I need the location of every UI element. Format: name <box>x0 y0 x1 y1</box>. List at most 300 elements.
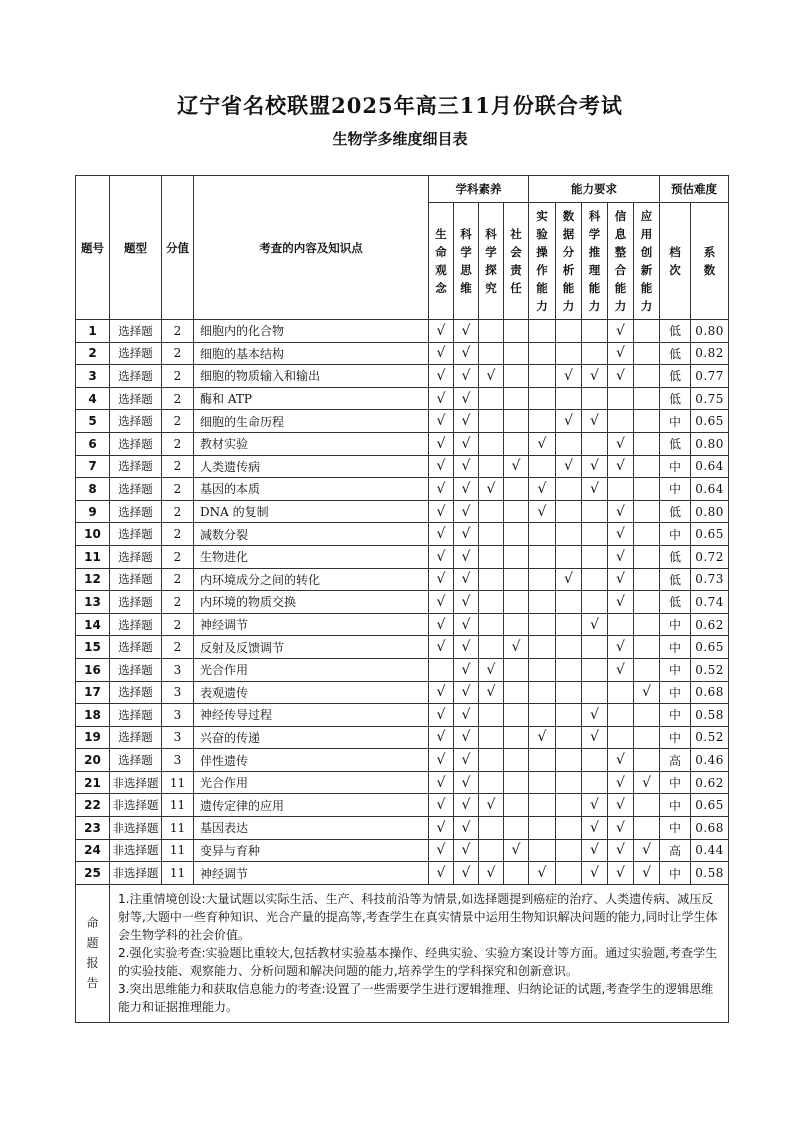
difficulty-level: 中 <box>660 704 691 727</box>
difficulty-coefficient: 0.80 <box>691 320 729 343</box>
question-topic: 减数分裂 <box>194 523 429 546</box>
check-mark: √ <box>608 432 634 455</box>
empty-cell <box>634 568 660 591</box>
empty-cell <box>479 432 504 455</box>
empty-cell <box>556 320 582 343</box>
difficulty-coefficient: 0.52 <box>691 726 729 749</box>
question-type: 选择题 <box>110 410 162 433</box>
empty-cell <box>529 817 556 840</box>
question-type: 选择题 <box>110 726 162 749</box>
empty-cell <box>529 636 556 659</box>
empty-cell <box>479 320 504 343</box>
empty-cell <box>504 794 529 817</box>
question-type: 选择题 <box>110 636 162 659</box>
difficulty-coefficient: 0.80 <box>691 432 729 455</box>
question-score: 2 <box>162 432 194 455</box>
question-topic: 基因表达 <box>194 817 429 840</box>
empty-cell <box>529 613 556 636</box>
question-number: 9 <box>76 500 110 523</box>
question-type: 选择题 <box>110 432 162 455</box>
difficulty-level: 中 <box>660 771 691 794</box>
empty-cell <box>634 726 660 749</box>
empty-cell <box>634 320 660 343</box>
empty-cell <box>556 500 582 523</box>
check-mark: √ <box>556 365 582 388</box>
empty-cell <box>634 478 660 501</box>
check-mark: √ <box>582 613 608 636</box>
check-mark: √ <box>454 613 479 636</box>
empty-cell <box>479 568 504 591</box>
question-score: 2 <box>162 320 194 343</box>
check-mark: √ <box>454 726 479 749</box>
check-mark: √ <box>479 365 504 388</box>
difficulty-level: 中 <box>660 817 691 840</box>
check-mark: √ <box>454 342 479 365</box>
empty-cell <box>556 862 582 885</box>
question-type: 选择题 <box>110 613 162 636</box>
empty-cell <box>634 658 660 681</box>
check-mark: √ <box>608 320 634 343</box>
check-mark: √ <box>504 636 529 659</box>
check-mark: √ <box>634 681 660 704</box>
empty-cell <box>529 568 556 591</box>
report-body <box>110 884 729 1022</box>
empty-cell <box>556 387 582 410</box>
question-score: 2 <box>162 387 194 410</box>
empty-cell <box>556 636 582 659</box>
table-row <box>76 726 729 749</box>
check-mark: √ <box>429 839 454 862</box>
empty-cell <box>529 455 556 478</box>
empty-cell <box>479 545 504 568</box>
check-mark: √ <box>582 839 608 862</box>
difficulty-coefficient: 0.75 <box>691 387 729 410</box>
question-number: 12 <box>76 568 110 591</box>
question-type: 非选择题 <box>110 862 162 885</box>
difficulty-level: 低 <box>660 568 691 591</box>
question-number: 16 <box>76 658 110 681</box>
question-number: 6 <box>76 432 110 455</box>
empty-cell <box>556 681 582 704</box>
table-row <box>76 839 729 862</box>
question-type: 选择题 <box>110 478 162 501</box>
header-coefficient: 系 数 <box>691 203 729 320</box>
check-mark: √ <box>504 455 529 478</box>
check-mark: √ <box>479 681 504 704</box>
difficulty-coefficient: 0.73 <box>691 568 729 591</box>
empty-cell <box>529 749 556 772</box>
table-row <box>76 568 729 591</box>
check-mark: √ <box>608 545 634 568</box>
question-score: 2 <box>162 365 194 388</box>
check-mark: √ <box>582 794 608 817</box>
check-mark: √ <box>608 591 634 614</box>
empty-cell <box>582 342 608 365</box>
document-title: 辽宁省名校联盟2025年高三11月份联合考试 <box>177 93 623 118</box>
question-score: 2 <box>162 410 194 433</box>
question-score: 3 <box>162 726 194 749</box>
header-literacy-group: 学科素养 <box>429 176 529 203</box>
check-mark: √ <box>454 839 479 862</box>
difficulty-coefficient: 0.64 <box>691 478 729 501</box>
check-mark: √ <box>608 523 634 546</box>
header-experiment-ability: 实 验 操 作 能 力 <box>529 203 556 320</box>
question-type: 选择题 <box>110 320 162 343</box>
empty-cell <box>479 636 504 659</box>
empty-cell <box>504 478 529 501</box>
question-score: 2 <box>162 500 194 523</box>
check-mark: √ <box>582 704 608 727</box>
difficulty-level: 中 <box>660 478 691 501</box>
empty-cell <box>634 365 660 388</box>
header-data-analysis: 数 据 分 析 能 力 <box>556 203 582 320</box>
question-number: 1 <box>76 320 110 343</box>
empty-cell <box>556 545 582 568</box>
empty-cell <box>556 771 582 794</box>
check-mark: √ <box>556 568 582 591</box>
empty-cell <box>634 613 660 636</box>
empty-cell <box>529 410 556 433</box>
check-mark: √ <box>608 658 634 681</box>
empty-cell <box>556 658 582 681</box>
check-mark: √ <box>454 817 479 840</box>
table-row <box>76 432 729 455</box>
check-mark: √ <box>454 432 479 455</box>
check-mark: √ <box>529 432 556 455</box>
table-row <box>76 523 729 546</box>
question-number: 10 <box>76 523 110 546</box>
check-mark: √ <box>429 342 454 365</box>
check-mark: √ <box>608 500 634 523</box>
difficulty-coefficient: 0.65 <box>691 410 729 433</box>
question-topic: 教材实验 <box>194 432 429 455</box>
header-innovation-ability: 应 用 创 新 能 力 <box>634 203 660 320</box>
table-row <box>76 613 729 636</box>
check-mark: √ <box>429 794 454 817</box>
question-score: 3 <box>162 658 194 681</box>
empty-cell <box>504 749 529 772</box>
check-mark: √ <box>582 726 608 749</box>
difficulty-coefficient: 0.62 <box>691 613 729 636</box>
empty-cell <box>582 320 608 343</box>
empty-cell <box>529 658 556 681</box>
empty-cell <box>504 771 529 794</box>
header-score: 分值 <box>162 176 194 320</box>
check-mark: √ <box>582 365 608 388</box>
check-mark: √ <box>582 410 608 433</box>
check-mark: √ <box>454 771 479 794</box>
table-row <box>76 320 729 343</box>
empty-cell <box>504 545 529 568</box>
empty-cell <box>556 726 582 749</box>
check-mark: √ <box>454 523 479 546</box>
check-mark: √ <box>454 591 479 614</box>
question-type: 选择题 <box>110 704 162 727</box>
question-type: 选择题 <box>110 387 162 410</box>
question-number: 2 <box>76 342 110 365</box>
check-mark: √ <box>608 839 634 862</box>
difficulty-level: 中 <box>660 862 691 885</box>
question-score: 11 <box>162 817 194 840</box>
question-topic: 伴性遗传 <box>194 749 429 772</box>
question-topic: 生物进化 <box>194 545 429 568</box>
empty-cell <box>556 749 582 772</box>
empty-cell <box>529 704 556 727</box>
empty-cell <box>479 839 504 862</box>
empty-cell <box>582 658 608 681</box>
check-mark: √ <box>454 749 479 772</box>
check-mark: √ <box>429 749 454 772</box>
difficulty-coefficient: 0.68 <box>691 681 729 704</box>
empty-cell <box>582 387 608 410</box>
empty-cell <box>479 591 504 614</box>
question-score: 3 <box>162 681 194 704</box>
check-mark: √ <box>454 568 479 591</box>
check-mark: √ <box>454 636 479 659</box>
check-mark: √ <box>429 320 454 343</box>
question-type: 选择题 <box>110 749 162 772</box>
empty-cell <box>582 771 608 794</box>
check-mark: √ <box>608 636 634 659</box>
empty-cell <box>582 636 608 659</box>
question-score: 2 <box>162 568 194 591</box>
question-number: 18 <box>76 704 110 727</box>
empty-cell <box>479 523 504 546</box>
check-mark: √ <box>429 365 454 388</box>
check-mark: √ <box>529 478 556 501</box>
question-number: 24 <box>76 839 110 862</box>
difficulty-level: 低 <box>660 545 691 568</box>
header-type: 题型 <box>110 176 162 320</box>
empty-cell <box>608 726 634 749</box>
empty-cell <box>479 704 504 727</box>
empty-cell <box>504 410 529 433</box>
difficulty-level: 中 <box>660 681 691 704</box>
difficulty-coefficient: 0.46 <box>691 749 729 772</box>
question-topic: 细胞的生命历程 <box>194 410 429 433</box>
check-mark: √ <box>429 817 454 840</box>
empty-cell <box>608 613 634 636</box>
empty-cell <box>582 568 608 591</box>
check-mark: √ <box>556 410 582 433</box>
question-type: 选择题 <box>110 658 162 681</box>
table-row <box>76 342 729 365</box>
difficulty-level: 高 <box>660 839 691 862</box>
question-number: 13 <box>76 591 110 614</box>
check-mark: √ <box>454 387 479 410</box>
question-score: 2 <box>162 636 194 659</box>
table-row <box>76 749 729 772</box>
check-mark: √ <box>429 636 454 659</box>
check-mark: √ <box>454 681 479 704</box>
empty-cell <box>556 591 582 614</box>
check-mark: √ <box>454 658 479 681</box>
check-mark: √ <box>582 817 608 840</box>
empty-cell <box>608 410 634 433</box>
question-number: 21 <box>76 771 110 794</box>
empty-cell <box>634 432 660 455</box>
empty-cell <box>504 658 529 681</box>
table-row <box>76 636 729 659</box>
report-paragraph: 3.突出思维能力和获取信息能力的考查:设置了一些需要学生进行逻辑推理、归纳论证的试题,考查学生的逻辑思维能力和证据推理能力。 <box>118 981 714 1014</box>
question-score: 11 <box>162 771 194 794</box>
question-number: 17 <box>76 681 110 704</box>
empty-cell <box>634 410 660 433</box>
difficulty-level: 中 <box>660 613 691 636</box>
empty-cell <box>634 500 660 523</box>
empty-cell <box>582 545 608 568</box>
check-mark: √ <box>429 862 454 885</box>
question-topic: 兴奋的传递 <box>194 726 429 749</box>
empty-cell <box>479 342 504 365</box>
empty-cell <box>504 613 529 636</box>
check-mark: √ <box>454 794 479 817</box>
empty-cell <box>634 636 660 659</box>
report-label: 命 题 报 告 <box>76 884 110 1022</box>
question-type: 非选择题 <box>110 839 162 862</box>
question-topic: 内环境成分之间的转化 <box>194 568 429 591</box>
difficulty-level: 中 <box>660 636 691 659</box>
check-mark: √ <box>608 749 634 772</box>
difficulty-level: 低 <box>660 432 691 455</box>
check-mark: √ <box>454 410 479 433</box>
empty-cell <box>504 681 529 704</box>
check-mark: √ <box>429 455 454 478</box>
difficulty-level: 中 <box>660 455 691 478</box>
empty-cell <box>556 704 582 727</box>
question-topic: 内环境的物质交换 <box>194 591 429 614</box>
empty-cell <box>479 500 504 523</box>
report-paragraph: 2.强化实验考查:实验题比重较大,包括教材实验基本操作、经典实验、实验方案设计等方面。通过实验题,考查学生的实验技能、观察能力、分析问题和解决问题的能力,培养学生的学科探究和创新意识。 <box>118 945 718 978</box>
question-number: 25 <box>76 862 110 885</box>
spec-table <box>75 175 729 1023</box>
check-mark: √ <box>608 365 634 388</box>
empty-cell <box>529 794 556 817</box>
empty-cell <box>582 591 608 614</box>
question-number: 22 <box>76 794 110 817</box>
difficulty-coefficient: 0.77 <box>691 365 729 388</box>
table-row <box>76 817 729 840</box>
question-number: 15 <box>76 636 110 659</box>
empty-cell <box>634 387 660 410</box>
empty-cell <box>479 613 504 636</box>
empty-cell <box>529 545 556 568</box>
difficulty-coefficient: 0.58 <box>691 862 729 885</box>
difficulty-level: 低 <box>660 500 691 523</box>
check-mark: √ <box>429 704 454 727</box>
empty-cell <box>504 726 529 749</box>
difficulty-level: 高 <box>660 749 691 772</box>
question-score: 2 <box>162 478 194 501</box>
check-mark: √ <box>479 862 504 885</box>
check-mark: √ <box>454 365 479 388</box>
difficulty-level: 低 <box>660 320 691 343</box>
check-mark: √ <box>479 794 504 817</box>
question-number: 5 <box>76 410 110 433</box>
difficulty-coefficient: 0.52 <box>691 658 729 681</box>
header-life-concept: 生 命 观 念 <box>429 203 454 320</box>
table-row <box>76 500 729 523</box>
table-row <box>76 591 729 614</box>
check-mark: √ <box>479 658 504 681</box>
empty-cell <box>556 613 582 636</box>
empty-cell <box>504 432 529 455</box>
table-row <box>76 455 729 478</box>
header-difficulty-group: 预估难度 <box>660 176 729 203</box>
table-row <box>76 478 729 501</box>
empty-cell <box>479 771 504 794</box>
check-mark: √ <box>429 523 454 546</box>
check-mark: √ <box>429 726 454 749</box>
empty-cell <box>582 432 608 455</box>
question-score: 3 <box>162 704 194 727</box>
table-row <box>76 410 729 433</box>
empty-cell <box>634 523 660 546</box>
header-social-responsibility: 社 会 责 任 <box>504 203 529 320</box>
difficulty-coefficient: 0.72 <box>691 545 729 568</box>
question-topic: 酶和 ATP <box>194 387 429 410</box>
difficulty-coefficient: 0.64 <box>691 455 729 478</box>
empty-cell <box>634 794 660 817</box>
question-topic: 神经调节 <box>194 613 429 636</box>
check-mark: √ <box>529 500 556 523</box>
difficulty-coefficient: 0.80 <box>691 500 729 523</box>
check-mark: √ <box>582 862 608 885</box>
check-mark: √ <box>454 500 479 523</box>
difficulty-coefficient: 0.65 <box>691 794 729 817</box>
difficulty-level: 低 <box>660 591 691 614</box>
empty-cell <box>529 523 556 546</box>
empty-cell <box>556 432 582 455</box>
check-mark: √ <box>429 387 454 410</box>
difficulty-coefficient: 0.65 <box>691 523 729 546</box>
check-mark: √ <box>608 568 634 591</box>
header-level: 档 次 <box>660 203 691 320</box>
check-mark: √ <box>429 681 454 704</box>
question-score: 3 <box>162 749 194 772</box>
empty-cell <box>504 817 529 840</box>
empty-cell <box>608 387 634 410</box>
question-topic: 人类遗传病 <box>194 455 429 478</box>
check-mark: √ <box>454 862 479 885</box>
question-score: 11 <box>162 794 194 817</box>
empty-cell <box>556 342 582 365</box>
question-topic: DNA 的复制 <box>194 500 429 523</box>
check-mark: √ <box>504 839 529 862</box>
empty-cell <box>634 749 660 772</box>
header-scientific-inquiry: 科 学 探 究 <box>479 203 504 320</box>
empty-cell <box>529 387 556 410</box>
empty-cell <box>479 726 504 749</box>
question-type: 选择题 <box>110 500 162 523</box>
question-number: 3 <box>76 365 110 388</box>
question-number: 20 <box>76 749 110 772</box>
question-score: 11 <box>162 862 194 885</box>
question-topic: 神经传导过程 <box>194 704 429 727</box>
empty-cell <box>504 500 529 523</box>
empty-cell <box>479 410 504 433</box>
empty-cell <box>504 387 529 410</box>
difficulty-coefficient: 0.68 <box>691 817 729 840</box>
check-mark: √ <box>454 704 479 727</box>
empty-cell <box>556 794 582 817</box>
question-score: 2 <box>162 455 194 478</box>
check-mark: √ <box>429 591 454 614</box>
question-topic: 细胞的基本结构 <box>194 342 429 365</box>
check-mark: √ <box>429 500 454 523</box>
table-row <box>76 387 729 410</box>
empty-cell <box>634 455 660 478</box>
